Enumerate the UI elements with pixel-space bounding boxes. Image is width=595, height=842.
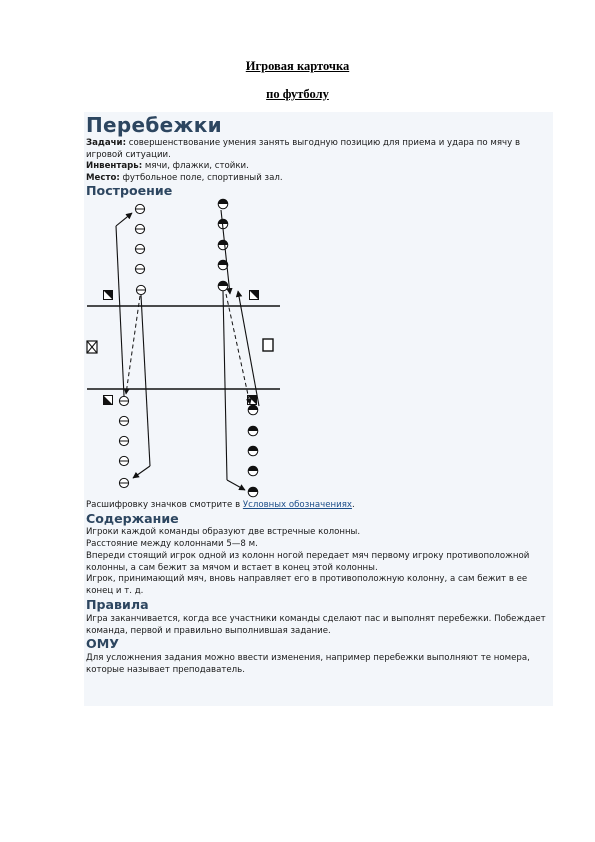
player-half-filled-icon <box>218 281 228 291</box>
run-arrow <box>141 295 150 466</box>
legend-note <box>86 500 552 512</box>
inventory-paragraph <box>86 161 552 173</box>
player-half-filled-icon <box>218 199 228 209</box>
omu-heading: ОМУ <box>86 636 119 651</box>
doc-title-line1: Игровая карточка <box>245 59 350 73</box>
rules-text: Игра заканчивается, когда все участники команды сделают пас и выполнят перебежки. Побеждает команда, первой и правильно выполнившая задание. <box>86 614 546 636</box>
player-half-filled-icon <box>248 426 258 436</box>
player-open-icon <box>135 244 144 253</box>
rules-heading: Правила <box>86 597 149 612</box>
player-open-icon <box>135 204 144 213</box>
legend-prefix: Расшифровку значков смотрите в <box>86 500 241 510</box>
pass-arrow <box>126 296 140 394</box>
tasks-paragraph <box>86 138 552 161</box>
inventory-label: Инвентарь: <box>86 161 143 171</box>
player-open-icon <box>119 456 128 465</box>
content-line: Расстояние между колоннами 5—8 м. <box>86 539 258 549</box>
square-marker-icon <box>263 339 273 351</box>
flag-icon <box>250 291 259 300</box>
content-heading: Содержание <box>86 511 179 526</box>
run-arrow <box>227 480 245 490</box>
player-half-filled-icon <box>248 487 258 497</box>
game-title: Перебежки <box>86 113 222 137</box>
flag-icon <box>104 396 113 405</box>
formation-heading: Построение <box>86 183 173 198</box>
pass-arrow <box>226 294 250 404</box>
player-open-icon <box>119 436 128 445</box>
cone-x-icon <box>87 341 97 353</box>
omu-text: Для усложнения задания можно ввести изменения, например перебежки выполняют те номера, которые называет преподаватель. <box>86 653 530 675</box>
player-open-icon <box>135 224 144 233</box>
player-half-filled-icon <box>248 466 258 476</box>
content-line: Игроки каждой команды образуют две встречные колонны. <box>86 527 361 537</box>
tasks-label: Задачи: <box>86 138 127 148</box>
flag-icon <box>104 291 113 300</box>
place-text: футбольное поле, спортивный зал. <box>122 173 283 183</box>
run-arrow <box>116 213 132 226</box>
content-line: Игрок, принимающий мяч, вновь направляет его в противоположную колонну, а сам бежит в ее конец и т. д. <box>86 574 528 596</box>
run-arrow <box>223 291 227 480</box>
legend-suffix: . <box>351 500 355 510</box>
player-open-icon <box>119 396 128 405</box>
place-label: Место: <box>86 173 120 183</box>
inventory-text: мячи, флажки, стойки. <box>144 161 249 171</box>
player-open-icon <box>135 264 144 273</box>
player-half-filled-icon <box>248 405 258 415</box>
run-arrow <box>116 226 124 396</box>
tasks-text: совершенствование умения занять выгодную позицию для приема и удара по мячу в игровой ситуации. <box>86 138 521 160</box>
formation-diagram <box>84 194 314 499</box>
player-half-filled-icon <box>218 240 228 250</box>
player-open-icon <box>136 285 145 294</box>
player-half-filled-icon <box>248 446 258 456</box>
player-open-icon <box>119 478 128 487</box>
legend-link[interactable]: Условных обозначениях <box>242 500 352 510</box>
run-arrow <box>133 466 150 478</box>
doc-title-line2: по футболу <box>266 87 329 101</box>
content-line: Впереди стоящий игрок одной из колонн ногой передает мяч первому игроку противоположной колонны, а сам бежит за мячом и встает в конец этой колонны. <box>86 551 530 573</box>
player-open-icon <box>119 416 128 425</box>
